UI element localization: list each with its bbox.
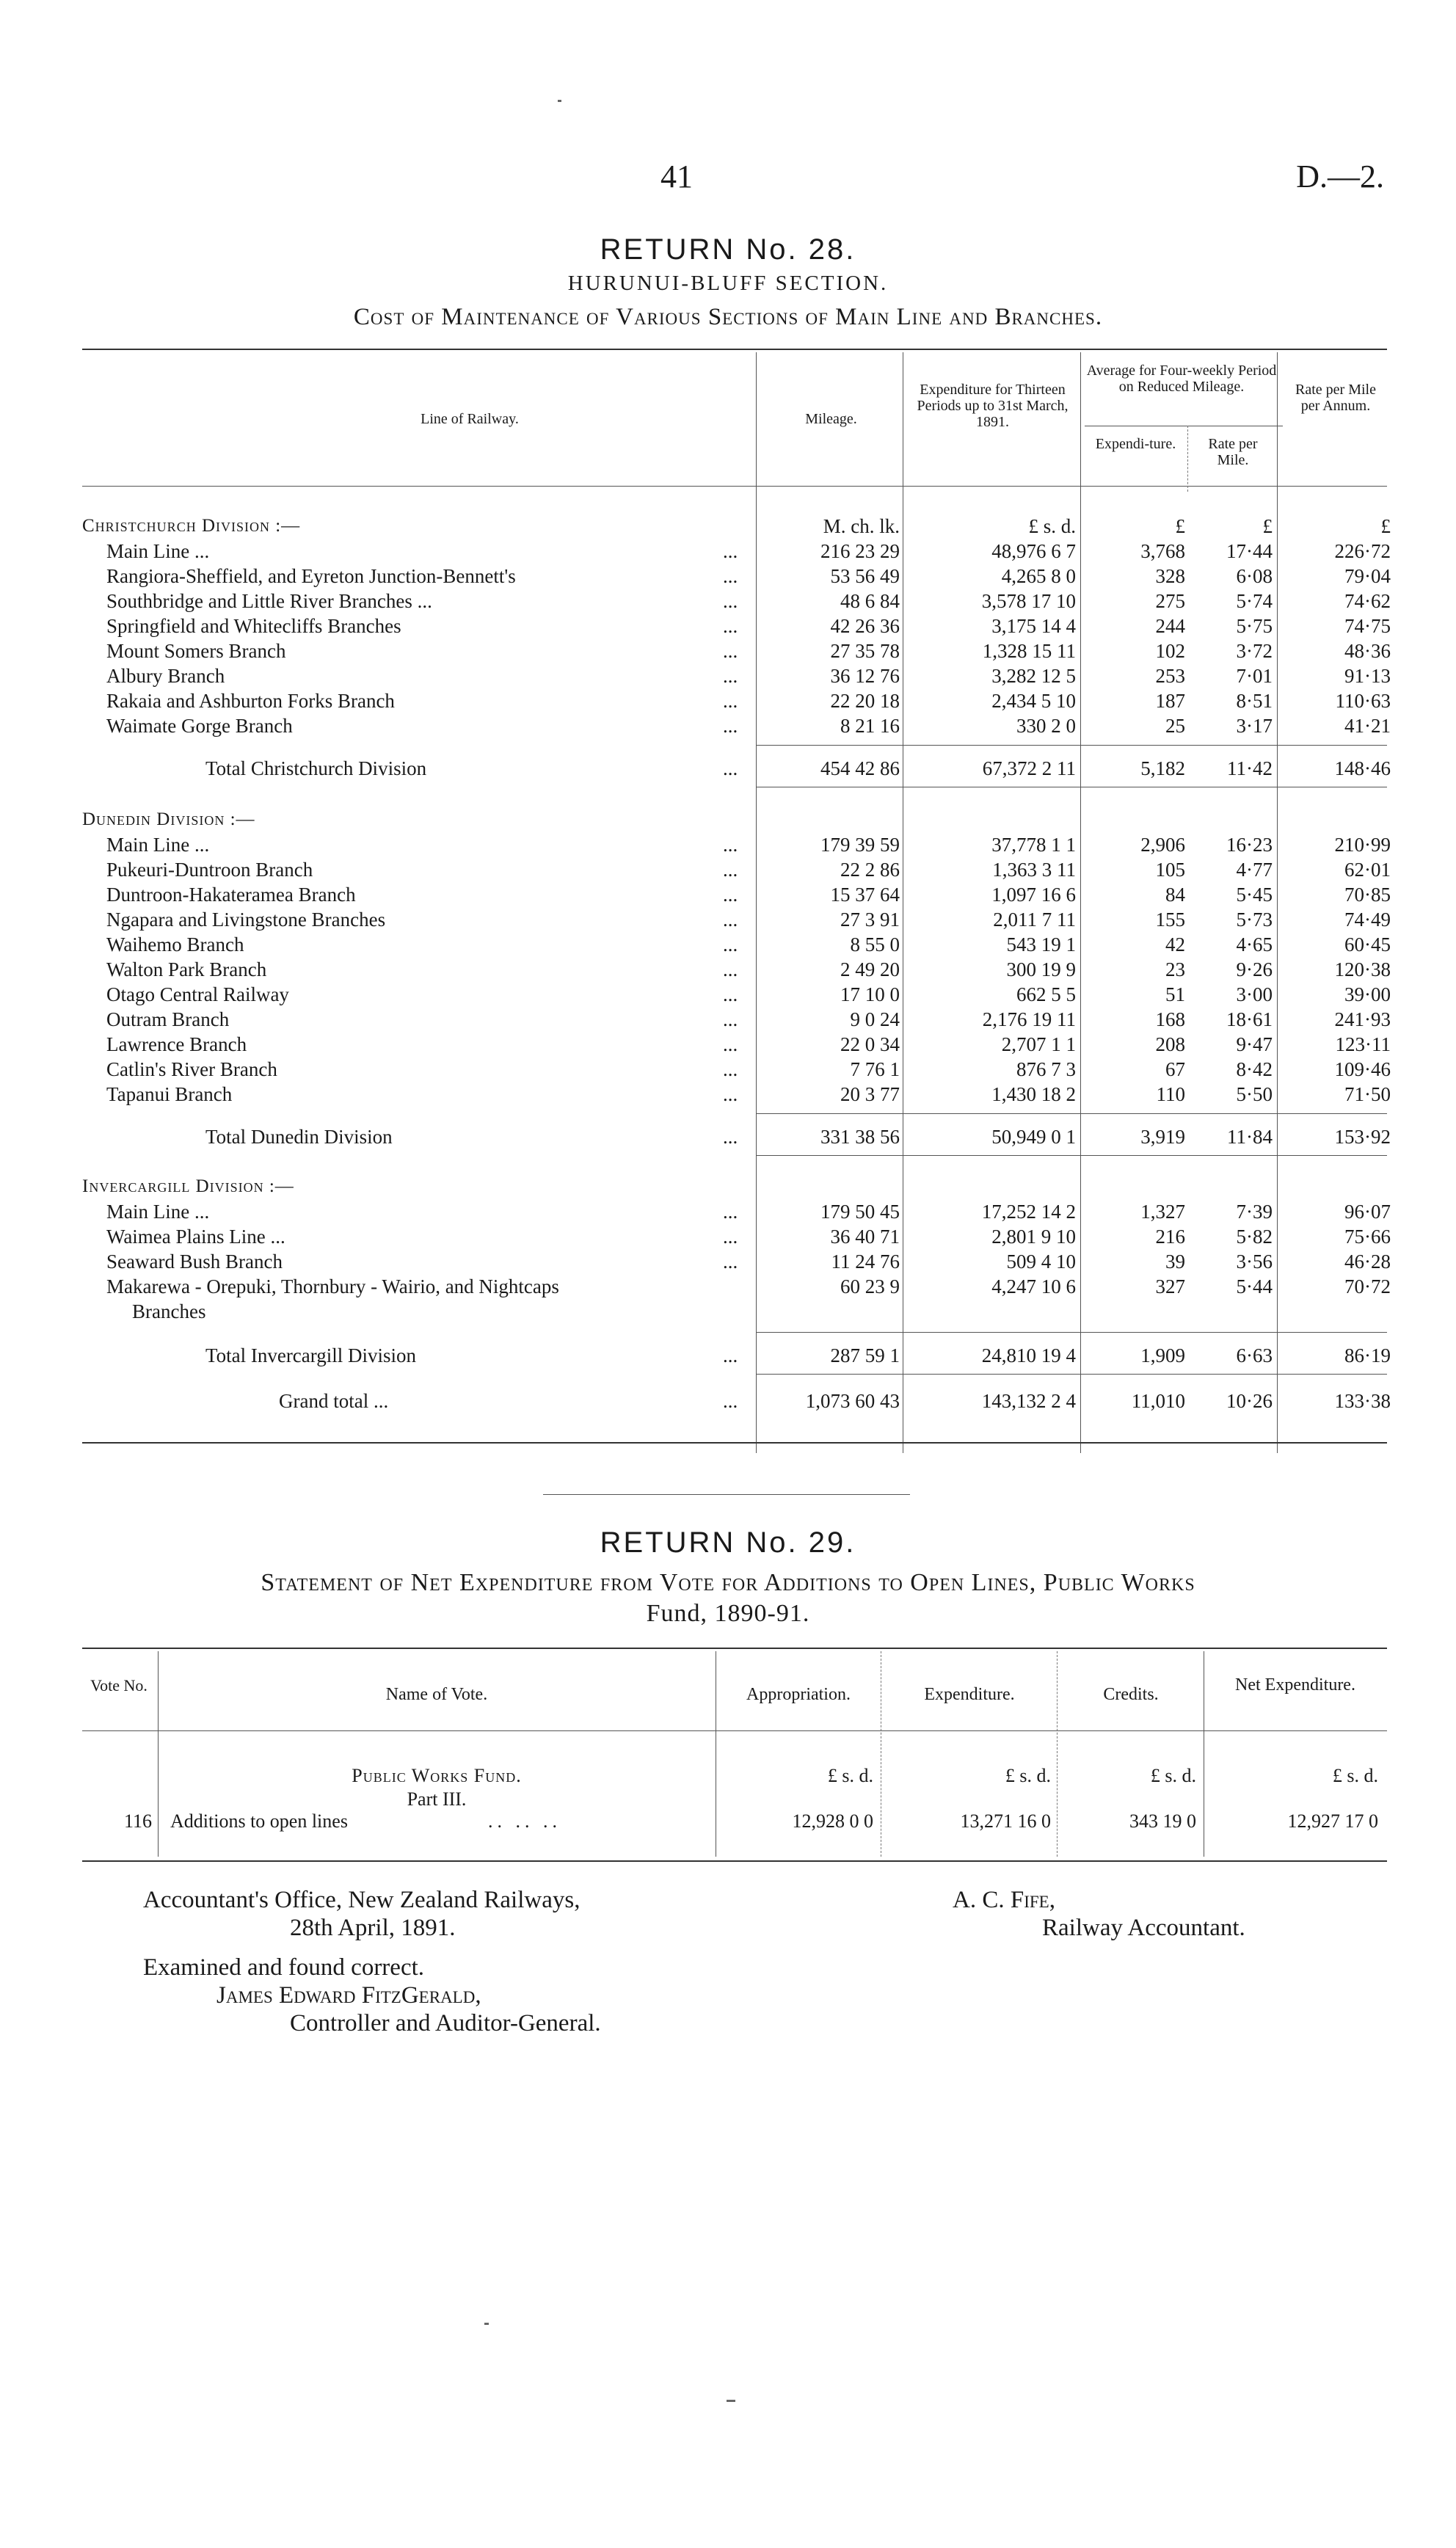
row-name: Pukeuri-Duntroon Branch — [106, 859, 313, 881]
row-expenditure: 3,282 12 5 — [991, 665, 1076, 687]
row-avg-rate: 5·75 — [1236, 615, 1273, 637]
row-avg-expenditure: 155 — [1155, 909, 1185, 931]
table-row — [0, 1057, 1456, 1082]
col-header-mileage: Mileage. — [805, 411, 857, 427]
row-expenditure: 300 19 9 — [1006, 958, 1076, 980]
col-header-average: Average for Four-weekly Period on Reduced Mileage. — [1086, 363, 1277, 395]
row-expenditure: 2,801 9 10 — [991, 1226, 1076, 1248]
table-row — [0, 832, 1456, 857]
t29-part: Part III. — [407, 1788, 467, 1810]
signer-name: A. C. Fife, — [953, 1887, 1055, 1913]
row-expenditure: 876 7 3 — [1016, 1058, 1076, 1080]
row-expenditure: 3,578 17 10 — [981, 590, 1076, 612]
t29-header-name: Name of Vote. — [385, 1685, 488, 1704]
row-mileage: 179 50 45 — [820, 1201, 900, 1223]
row-name: Otago Central Railway — [106, 983, 289, 1005]
divider-average-sub — [1187, 426, 1188, 492]
units-avg-rate: £ — [1262, 515, 1273, 537]
total-avg-rate: 6·63 — [1236, 1344, 1273, 1366]
row-name: Outram Branch — [106, 1008, 230, 1030]
total-avg-rate: 11·84 — [1227, 1126, 1273, 1148]
col-header-avg-expenditure: Expendi-ture. — [1095, 436, 1176, 452]
table-row — [0, 1199, 1456, 1224]
row-avg-rate: 3·56 — [1236, 1251, 1273, 1273]
row-avg-expenditure: 187 — [1155, 690, 1185, 712]
row-mileage: 48 6 84 — [840, 590, 900, 612]
row-dots: ... — [723, 859, 738, 881]
table-row — [0, 638, 1456, 663]
row-mileage: 20 3 77 — [840, 1083, 900, 1105]
row-rate: 79·04 — [1344, 565, 1391, 587]
total-rate: 153·92 — [1334, 1126, 1391, 1148]
document-reference: D.—2. — [1296, 159, 1384, 194]
auditor-name: James Edward FitzGerald, — [216, 1982, 481, 2009]
row-avg-expenditure: 1,327 — [1140, 1201, 1185, 1223]
row-dots: ... — [723, 884, 738, 906]
row-name: Albury Branch — [106, 665, 225, 687]
table-row — [0, 663, 1456, 688]
table-row — [0, 564, 1456, 589]
row-expenditure: 662 5 5 — [1016, 983, 1076, 1005]
row-rate: 96·07 — [1344, 1201, 1391, 1223]
table-row — [0, 1082, 1456, 1107]
col-header-expenditure: Expenditure for Thirteen Periods up to 31st March, 1891. — [917, 382, 1069, 430]
total-expenditure: 67,372 2 11 — [982, 757, 1076, 779]
row-avg-rate: 5·73 — [1236, 909, 1273, 931]
total-name: Total Christchurch Division — [205, 757, 427, 779]
row-avg-rate: 5·50 — [1236, 1083, 1273, 1105]
t29-credits-value: 343 19 0 — [1129, 1810, 1196, 1832]
row-rate: 70·85 — [1344, 884, 1391, 906]
grand-total-mileage: 1,073 60 43 — [805, 1390, 900, 1412]
row-expenditure: 4,265 8 0 — [1001, 565, 1076, 587]
return-29-caption-line1: Statement of Net Expenditure from Vote for Additions to Open Lines, Public Works — [261, 1569, 1195, 1596]
subtotal-rule — [756, 1113, 1387, 1114]
table-row — [0, 857, 1456, 882]
christchurch-division-heading — [0, 514, 1456, 539]
row-mileage: 15 37 64 — [830, 884, 900, 906]
row-dots: ... — [723, 615, 738, 637]
row-expenditure: 4,247 10 6 — [991, 1275, 1076, 1297]
col-header-avg-rate: Rate per Mile. — [1208, 436, 1258, 468]
row-rate: 71·50 — [1344, 1083, 1391, 1105]
total-mileage: 287 59 1 — [830, 1344, 900, 1366]
row-rate: 62·01 — [1344, 859, 1391, 881]
t29-divider — [158, 1651, 159, 1857]
table-top-rule — [82, 349, 1387, 350]
total-avg-expenditure: 3,919 — [1140, 1126, 1185, 1148]
row-avg-rate: 5·74 — [1236, 590, 1273, 612]
table-bottom-rule — [82, 1442, 1387, 1444]
table-row-continuation — [0, 1299, 1456, 1324]
row-expenditure: 37,778 1 1 — [991, 834, 1076, 856]
row-dots: ... — [723, 1201, 738, 1223]
row-rate: 109·46 — [1334, 1058, 1391, 1080]
row-dots: ... — [723, 540, 738, 562]
row-rate: 74·75 — [1344, 615, 1391, 637]
row-name: Southbridge and Little River Branches ... — [106, 590, 432, 612]
row-mileage: 22 20 18 — [830, 690, 900, 712]
total-avg-expenditure: 1,909 — [1140, 1344, 1185, 1366]
row-expenditure: 1,363 3 11 — [992, 859, 1076, 881]
row-mileage: 42 26 36 — [830, 615, 900, 637]
row-name: Seaward Bush Branch — [106, 1251, 283, 1273]
table-row — [0, 688, 1456, 713]
grand-total-rate: 133·38 — [1334, 1390, 1391, 1412]
total-name: Total Dunedin Division — [205, 1126, 393, 1148]
total-rate: 86·19 — [1344, 1344, 1391, 1366]
row-mileage: 36 12 76 — [830, 665, 900, 687]
row-avg-expenditure: 216 — [1155, 1226, 1185, 1248]
row-name: Duntroon-Hakateramea Branch — [106, 884, 356, 906]
grand-total-expenditure: 143,132 2 4 — [981, 1390, 1076, 1412]
scan-speck — [484, 2323, 489, 2325]
row-avg-expenditure: 275 — [1155, 590, 1185, 612]
row-avg-expenditure: 51 — [1165, 983, 1185, 1005]
row-name: Ngapara and Livingstone Branches — [106, 909, 386, 931]
row-dots: ... — [723, 715, 738, 737]
row-dots: ... — [723, 1058, 738, 1080]
row-dots: ... — [723, 1033, 738, 1055]
t29-header-net: Net Expenditure. — [1235, 1675, 1355, 1695]
row-expenditure: 2,434 5 10 — [991, 690, 1076, 712]
row-mileage: 60 23 9 — [840, 1275, 900, 1297]
row-avg-rate: 4·77 — [1236, 859, 1273, 881]
row-avg-rate: 5·82 — [1236, 1226, 1273, 1248]
table-row — [0, 932, 1456, 957]
total-expenditure: 24,810 19 4 — [981, 1344, 1076, 1366]
row-avg-rate: 17·44 — [1226, 540, 1273, 562]
scan-speck — [558, 100, 561, 102]
section-title: HURUNUI-BLUFF SECTION. — [567, 272, 889, 295]
row-mileage: 8 55 0 — [850, 933, 900, 956]
units-mileage: M. ch. lk. — [823, 515, 900, 537]
t29-header-appropriation: Appropriation. — [746, 1685, 851, 1704]
signer-title: Railway Accountant. — [1042, 1915, 1245, 1941]
row-avg-expenditure: 244 — [1155, 615, 1185, 637]
col-header-line: Line of Railway. — [421, 411, 519, 427]
row-expenditure: 2,011 7 11 — [993, 909, 1076, 931]
row-name: Catlin's River Branch — [106, 1058, 277, 1080]
row-avg-rate: 3·72 — [1236, 640, 1273, 662]
row-dots: ... — [723, 640, 738, 662]
total-mileage: 454 42 86 — [820, 757, 900, 779]
row-avg-rate: 9·47 — [1236, 1033, 1273, 1055]
row-rate: 210·99 — [1334, 834, 1391, 856]
row-expenditure: 1,328 15 11 — [982, 640, 1076, 662]
row-rate: 48·36 — [1344, 640, 1391, 662]
t29-expenditure-value: 13,271 16 0 — [960, 1810, 1051, 1832]
table-row — [0, 1249, 1456, 1274]
table29-header-rule — [82, 1730, 1387, 1731]
row-mileage: 9 0 24 — [850, 1008, 900, 1030]
col-header-rate: Rate per Mile per Annum. — [1295, 382, 1376, 414]
return-29-caption-line2: Fund, 1890-91. — [646, 1600, 810, 1627]
row-avg-expenditure: 23 — [1165, 958, 1185, 980]
grand-total-avg-expenditure: 11,010 — [1131, 1390, 1185, 1412]
table-row — [0, 614, 1456, 638]
row-avg-rate: 3·00 — [1236, 983, 1273, 1005]
table-row — [0, 1224, 1456, 1249]
row-avg-expenditure: 102 — [1155, 640, 1185, 662]
total-avg-expenditure: 5,182 — [1140, 757, 1185, 779]
table-row — [0, 713, 1456, 738]
invercargill-division-heading — [0, 1174, 1456, 1199]
row-mileage: 7 76 1 — [850, 1058, 900, 1080]
row-avg-rate: 5·44 — [1236, 1275, 1273, 1297]
row-name: Main Line ... — [106, 834, 210, 856]
row-mileage: 22 2 86 — [840, 859, 900, 881]
units-avg-expenditure: £ — [1175, 515, 1185, 537]
row-name: Main Line ... — [106, 540, 210, 562]
row-name: Makarewa - Orepuki, Thornbury - Wairio, and Nightcaps — [106, 1275, 559, 1297]
row-dots: ... — [723, 983, 738, 1005]
table-row — [0, 907, 1456, 932]
return-29-title: RETURN No. 29. — [600, 1526, 856, 1559]
total-row — [0, 1343, 1456, 1368]
row-rate: 241·93 — [1334, 1008, 1391, 1030]
row-expenditure: 17,252 14 2 — [981, 1201, 1076, 1223]
row-mileage: 8 21 16 — [840, 715, 900, 737]
row-mileage: 22 0 34 — [840, 1033, 900, 1055]
row-avg-rate: 9·26 — [1236, 958, 1273, 980]
subtotal-rule — [756, 1155, 1387, 1156]
row-avg-expenditure: 328 — [1155, 565, 1185, 587]
row-avg-rate: 18·61 — [1226, 1008, 1273, 1030]
t29-divider — [1057, 1651, 1058, 1857]
t29-units-credits: £ s. d. — [1150, 1765, 1196, 1786]
return-28-caption: Cost of Maintenance of Various Sections of Main Line and Branches. — [353, 304, 1103, 330]
units-expenditure: £ s. d. — [1028, 515, 1076, 537]
row-name: Main Line ... — [106, 1201, 210, 1223]
row-expenditure: 330 2 0 — [1016, 715, 1076, 737]
row-dots: ... — [723, 1344, 738, 1366]
row-rate: 123·11 — [1335, 1033, 1391, 1055]
row-name: Waimate Gorge Branch — [106, 715, 293, 737]
row-name: Rangiora-Sheffield, and Eyreton Junction-Bennett's — [106, 565, 516, 587]
row-avg-expenditure: 168 — [1155, 1008, 1185, 1030]
subtotal-rule — [756, 745, 1387, 746]
row-dots: ... — [723, 690, 738, 712]
row-avg-expenditure: 84 — [1165, 884, 1185, 906]
section-separator — [543, 1494, 910, 1495]
row-dots: ... — [723, 757, 738, 779]
row-avg-rate: 6·08 — [1236, 565, 1273, 587]
row-name: Lawrence Branch — [106, 1033, 247, 1055]
row-rate: 74·49 — [1344, 909, 1391, 931]
row-name: Waihemo Branch — [106, 933, 244, 956]
row-name: Rakaia and Ashburton Forks Branch — [106, 690, 395, 712]
table-header-rule — [82, 486, 1387, 487]
row-dots: ... — [723, 958, 738, 980]
table-row — [0, 1007, 1456, 1032]
row-dots: ... — [723, 590, 738, 612]
row-avg-expenditure: 253 — [1155, 665, 1185, 687]
row-dots: ... — [723, 1126, 738, 1148]
row-avg-expenditure: 42 — [1165, 933, 1185, 956]
total-mileage: 331 38 56 — [820, 1126, 900, 1148]
row-dots: ... — [723, 1083, 738, 1105]
row-rate: 110·63 — [1335, 690, 1391, 712]
row-avg-expenditure: 208 — [1155, 1033, 1185, 1055]
row-avg-expenditure: 110 — [1156, 1083, 1185, 1105]
grand-total-row — [0, 1388, 1456, 1413]
scan-speck — [727, 2400, 735, 2402]
row-mileage: 53 56 49 — [830, 565, 900, 587]
t29-fund-heading: Public Works Fund. — [352, 1765, 522, 1786]
table-row — [0, 1274, 1456, 1299]
row-mileage: 27 35 78 — [830, 640, 900, 662]
footer-date: 28th April, 1891. — [290, 1915, 456, 1941]
table-row — [0, 539, 1456, 564]
row-mileage: 36 40 71 — [830, 1226, 900, 1248]
row-avg-expenditure: 2,906 — [1140, 834, 1185, 856]
subtotal-rule — [756, 1332, 1387, 1333]
row-mileage: 2 49 20 — [840, 958, 900, 980]
row-expenditure: 1,097 16 6 — [991, 884, 1076, 906]
table-row — [0, 982, 1456, 1007]
row-avg-expenditure: 105 — [1155, 859, 1185, 881]
page-number: 41 — [660, 159, 693, 194]
table-row — [0, 957, 1456, 982]
row-name: Mount Somers Branch — [106, 640, 286, 662]
total-name: Total Invercargill Division — [205, 1344, 417, 1366]
table-row — [0, 589, 1456, 614]
t29-net-value: 12,927 17 0 — [1287, 1810, 1378, 1832]
subtotal-rule — [756, 1374, 1387, 1375]
row-expenditure: 2,707 1 1 — [1001, 1033, 1076, 1055]
dunedin-division-heading — [0, 807, 1456, 832]
row-name: Tapanui Branch — [106, 1083, 233, 1105]
row-avg-expenditure: 327 — [1155, 1275, 1185, 1297]
table-row — [0, 1032, 1456, 1057]
row-rate: 70·72 — [1344, 1275, 1391, 1297]
table29-top-rule — [82, 1648, 1387, 1649]
row-expenditure: 1,430 18 2 — [991, 1083, 1076, 1105]
row-rate: 120·38 — [1334, 958, 1391, 980]
row-avg-expenditure: 39 — [1165, 1251, 1185, 1273]
row-rate: 39·00 — [1344, 983, 1391, 1005]
row-name: Springfield and Whitecliffs Branches — [106, 615, 401, 637]
row-dots: ... — [723, 834, 738, 856]
row-rate: 75·66 — [1344, 1226, 1391, 1248]
units-rate: £ — [1380, 515, 1391, 537]
row-avg-expenditure: 25 — [1165, 715, 1185, 737]
table29-bottom-rule — [82, 1860, 1387, 1862]
row-avg-rate: 16·23 — [1226, 834, 1273, 856]
row-expenditure: 3,175 14 4 — [991, 615, 1076, 637]
total-row — [0, 756, 1456, 781]
t29-vote-name: Additions to open lines — [170, 1810, 348, 1832]
row-avg-rate: 5·45 — [1236, 884, 1273, 906]
t29-appropriation-value: 12,928 0 0 — [792, 1810, 873, 1832]
grand-total-avg-rate: 10·26 — [1226, 1390, 1273, 1412]
t29-units-expenditure: £ s. d. — [1005, 1765, 1051, 1786]
row-avg-rate: 8·42 — [1236, 1058, 1273, 1080]
accountant-office: Accountant's Office, New Zealand Railways, — [143, 1887, 580, 1913]
row-dots: ... — [723, 665, 738, 687]
row-dots: ... — [723, 909, 738, 931]
row-avg-rate: 7·39 — [1236, 1201, 1273, 1223]
row-name-continuation: Branches — [132, 1300, 206, 1322]
row-rate: 74·62 — [1344, 590, 1391, 612]
row-name: Walton Park Branch — [106, 958, 267, 980]
total-row — [0, 1124, 1456, 1149]
row-rate: 41·21 — [1344, 715, 1391, 737]
row-dots: ... — [723, 933, 738, 956]
row-mileage: 216 23 29 — [820, 540, 900, 562]
row-dots: ... — [723, 1251, 738, 1273]
row-rate: 226·72 — [1334, 540, 1391, 562]
row-dots: ... — [723, 565, 738, 587]
row-avg-expenditure: 67 — [1165, 1058, 1185, 1080]
row-mileage: 179 39 59 — [820, 834, 900, 856]
row-avg-rate: 7·01 — [1236, 665, 1273, 687]
row-dots: ... — [723, 1226, 738, 1248]
total-expenditure: 50,949 0 1 — [991, 1126, 1076, 1148]
row-expenditure: 509 4 10 — [1006, 1251, 1076, 1273]
division-heading-text: Christchurch Division :— — [82, 516, 301, 536]
t29-header-expenditure: Expenditure. — [924, 1685, 1015, 1704]
row-dots: ... — [723, 1390, 738, 1412]
t29-units-appropriation: £ s. d. — [827, 1765, 873, 1786]
row-avg-rate: 3·17 — [1236, 715, 1273, 737]
division-heading-text: Dunedin Division :— — [82, 809, 255, 829]
auditor-title: Controller and Auditor-General. — [290, 2010, 601, 2036]
row-mileage: 11 24 76 — [831, 1251, 900, 1273]
row-expenditure: 543 19 1 — [1006, 933, 1076, 956]
row-rate: 91·13 — [1344, 665, 1391, 687]
row-dots: ... — [723, 1008, 738, 1030]
row-mileage: 27 3 91 — [840, 909, 900, 931]
row-avg-expenditure: 3,768 — [1140, 540, 1185, 562]
return-28-title: RETURN No. 28. — [600, 233, 856, 266]
row-avg-rate: 8·51 — [1236, 690, 1273, 712]
row-mileage: 17 10 0 — [840, 983, 900, 1005]
grand-total-name: Grand total ... — [279, 1390, 389, 1412]
t29-header-vote-no: Vote No. — [90, 1676, 148, 1695]
row-name: Waimea Plains Line ... — [106, 1226, 285, 1248]
t29-vote-no: 116 — [123, 1810, 152, 1832]
t29-vote-dots: .. .. .. — [488, 1810, 561, 1832]
t29-header-credits: Credits. — [1103, 1685, 1159, 1704]
t29-units-net: £ s. d. — [1332, 1765, 1378, 1786]
row-avg-rate: 4·65 — [1236, 933, 1273, 956]
row-expenditure: 48,976 6 7 — [991, 540, 1076, 562]
division-heading-text: Invercargill Division :— — [82, 1176, 294, 1196]
table-row — [0, 882, 1456, 907]
examined-note: Examined and found correct. — [143, 1954, 425, 1981]
row-rate: 46·28 — [1344, 1251, 1391, 1273]
total-avg-rate: 11·42 — [1227, 757, 1273, 779]
row-rate: 60·45 — [1344, 933, 1391, 956]
row-expenditure: 2,176 19 11 — [982, 1008, 1076, 1030]
total-rate: 148·46 — [1334, 757, 1391, 779]
